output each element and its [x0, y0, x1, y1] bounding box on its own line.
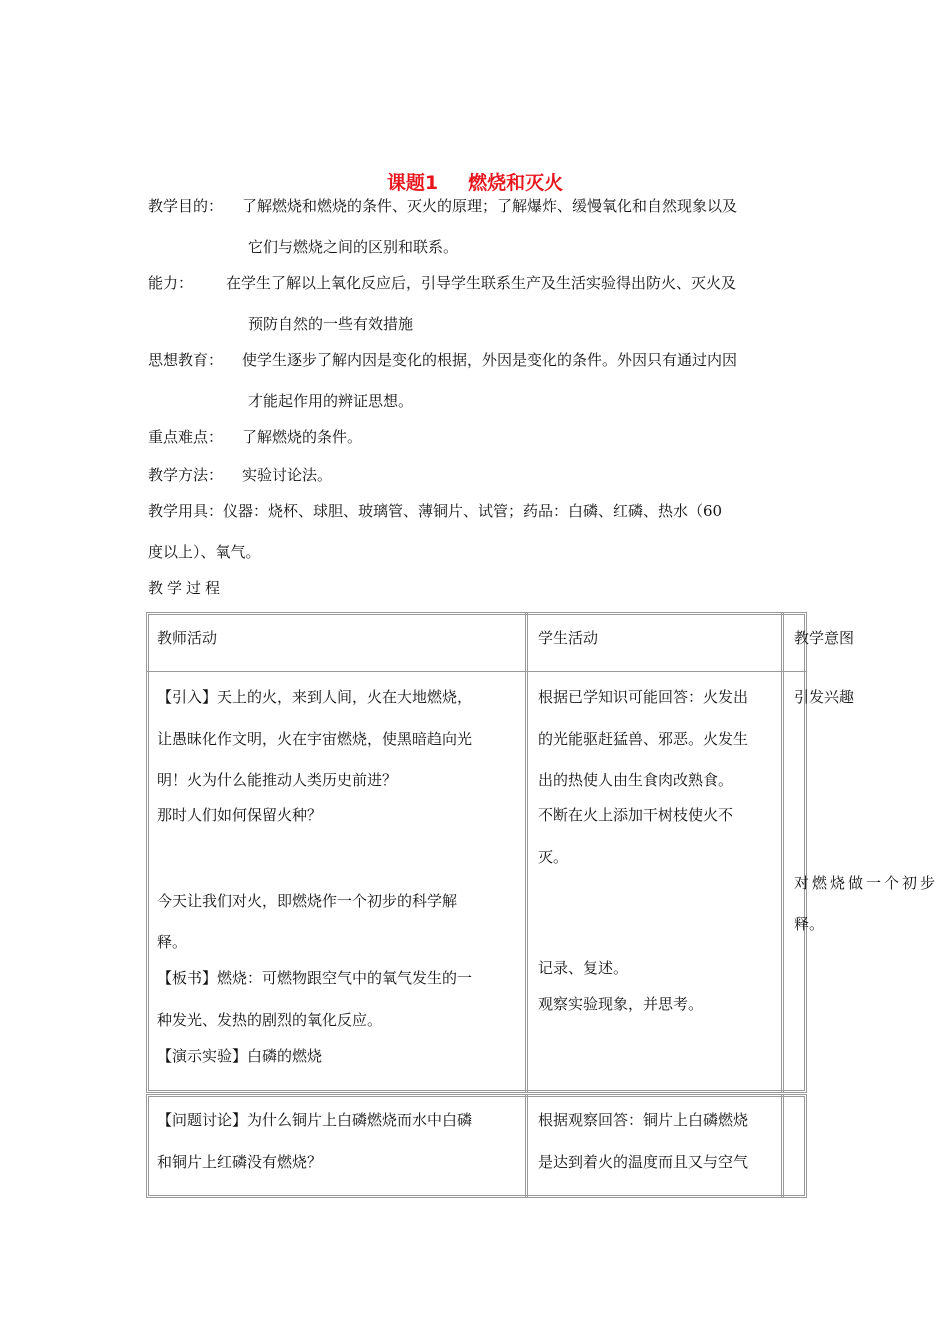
method-text: 实验讨论法。	[242, 466, 333, 484]
intent-text-line: 释。	[794, 915, 825, 933]
ability-line-1: 在学生了解以上氧化反应后，引导学生联系生产及生活实验得出防火、灭火及	[226, 274, 737, 292]
student-text-line: 根据已学知识可能回答：火发出	[538, 688, 749, 706]
key-points-label: 重点难点：	[148, 428, 224, 446]
objectives-line-2: 它们与燃烧之间的区别和联系。	[248, 238, 459, 256]
student-text-line: 灭。	[538, 848, 569, 866]
teacher-text-line: 【演示实验】白磷的燃烧	[157, 1047, 323, 1065]
student-text-line: 根据观察回答：铜片上白磷燃烧	[538, 1111, 749, 1129]
student-text-line: 记录、复述。	[538, 959, 629, 977]
student-text-line: 出的热使人由生食肉改熟食。	[538, 771, 734, 789]
student-text-line: 不断在火上添加干树枝使火不	[538, 806, 734, 824]
teacher-text-line: 和铜片上红磷没有燃烧？	[157, 1153, 323, 1171]
tools-line-1: 教学用具：仪器：烧杯、球胆、玻璃管、薄铜片、试管；药品：白磷、红磷、热水（60	[148, 502, 723, 520]
row-divider	[146, 671, 807, 672]
teacher-text-line: 让愚昧化作文明，火在宇宙燃烧，使黑暗趋向光	[157, 730, 473, 748]
teacher-text-line: 那时人们如何保留火种？	[157, 806, 323, 824]
column-divider	[525, 612, 528, 1093]
ideology-line-1: 使学生逐步了解内因是变化的根据，外因是变化的条件。外因只有通过内因	[242, 351, 738, 369]
intent-text-line: 引发兴趣	[794, 688, 855, 706]
header-teacher-activity: 教师活动	[157, 629, 218, 647]
column-divider	[781, 1094, 784, 1198]
key-points-text: 了解燃烧的条件。	[242, 428, 363, 446]
objectives-line-1: 了解燃烧和燃烧的条件、灭火的原理；了解爆炸、缓慢氧化和自然现象以及	[242, 197, 738, 215]
objectives-label: 教学目的：	[148, 197, 224, 215]
page-title	[0, 168, 950, 195]
student-text-line: 观察实验现象，并思考。	[538, 995, 704, 1013]
teacher-text-line: 【引入】天上的火，来到人间，火在大地燃烧，	[157, 688, 473, 706]
title-topic: 燃烧和灭火	[468, 172, 564, 194]
ideology-line-2: 才能起作用的辨证思想。	[248, 392, 414, 410]
title-lesson-number: 课题1	[386, 172, 439, 194]
teacher-text-line: 【板书】燃烧：可燃物跟空气中的氧气发生的一	[157, 969, 473, 987]
column-divider	[525, 1094, 528, 1198]
column-divider	[781, 612, 784, 1093]
student-text-line: 的光能驱赶猛兽、邪恶。火发生	[538, 730, 749, 748]
teacher-text-line: 今天让我们对火，即燃烧作一个初步的科学解	[157, 892, 458, 910]
process-label: 教学过程	[148, 579, 225, 597]
ability-label: 能力：	[148, 274, 194, 292]
tools-line-2: 度以上）、氧气。	[148, 543, 261, 561]
header-teaching-intent: 教学意图	[794, 629, 855, 647]
ideology-label: 思想教育：	[148, 351, 224, 369]
header-student-activity: 学生活动	[538, 629, 599, 647]
teacher-text-line: 【问题讨论】为什么铜片上白磷燃烧而水中白磷	[157, 1111, 473, 1129]
teacher-text-line: 释。	[157, 933, 188, 951]
intent-text-line: 对燃烧做一个初步	[794, 874, 939, 892]
method-label: 教学方法：	[148, 466, 224, 484]
teacher-text-line: 明！火为什么能推动人类历史前进？	[157, 771, 398, 789]
teacher-text-line: 种发光、发热的剧烈的氧化反应。	[157, 1011, 383, 1029]
student-text-line: 是达到着火的温度而且又与空气	[538, 1153, 749, 1171]
ability-line-2: 预防自然的一些有效措施	[248, 315, 414, 333]
